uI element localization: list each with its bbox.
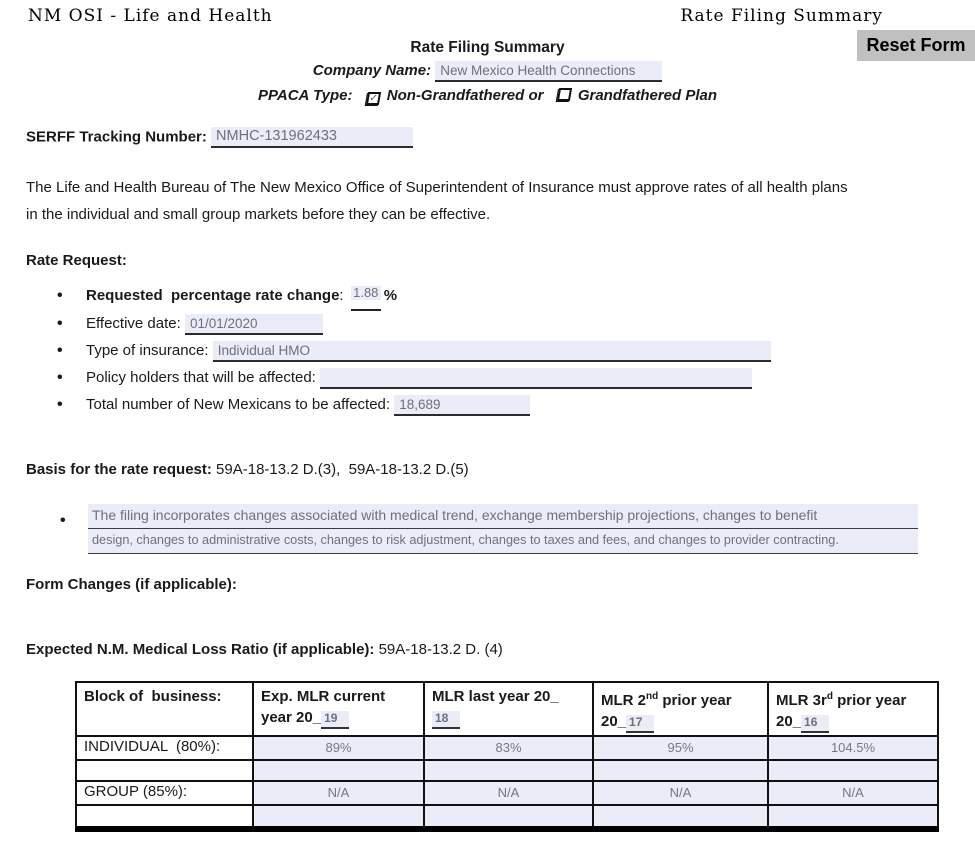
row-label-individual: INDIVIDUAL (80%): <box>76 736 253 760</box>
bullet-total-affected <box>0 392 975 419</box>
rate-request-heading: Rate Request: <box>26 252 127 269</box>
year-input-last[interactable]: 18 <box>432 711 460 729</box>
bullet-effective-date <box>0 311 975 338</box>
bullet-policy-holders <box>0 365 975 392</box>
company-name-input[interactable]: New Mexico Health Connections <box>435 61 662 82</box>
basis-label: Basis for the rate request: <box>26 461 212 478</box>
header-block-of-business: Block of business: <box>76 682 253 736</box>
serff-label: SERFF Tracking Number: <box>26 128 207 146</box>
intro-paragraph: The Life and Health Bureau of The New Mexico Office of Superintendent of Insurance must approve rates of all health plans in the individual and small group markets before they can be effective. <box>26 179 848 223</box>
form-title: Rate Filing Summary <box>410 39 565 56</box>
individual-3rd-prior-cell[interactable]: 104.5% <box>768 736 938 760</box>
reset-form-button[interactable]: Reset Form <box>857 30 975 61</box>
basis-text-line2[interactable]: design, changes to administrative costs, changes to risk adjustment, changes to taxes and fees, and changes to provider contracting. <box>88 529 918 554</box>
header-col4-line2: 20 <box>776 713 793 730</box>
mlr-table-header-row <box>76 682 938 736</box>
insurance-type-input[interactable]: Individual HMO <box>213 341 771 362</box>
header-col2-line1: MLR last year 20 <box>432 688 551 705</box>
blank2-cell-1[interactable] <box>253 805 424 829</box>
basis-statute-refs: 59A-18-13.2 D.(3), 59A-18-13.2 D.(5) <box>211 461 469 478</box>
header-mlr-last-year <box>424 682 593 736</box>
mlr-heading-label: Expected N.M. Medical Loss Ratio (if applicable): <box>26 641 375 658</box>
total-affected-label: Total number of New Mexicans to be affected: <box>86 396 391 413</box>
form-changes-heading: Form Changes (if applicable): <box>26 576 237 593</box>
individual-2nd-prior-cell[interactable]: 95% <box>593 736 768 760</box>
header-mlr-3rd-prior <box>768 682 938 736</box>
effective-date-label: Effective date: <box>86 315 181 332</box>
table-row-individual <box>76 736 938 760</box>
year-input-3rd-prior[interactable]: 16 <box>801 715 829 733</box>
header-right-title: Rate Filing Summary <box>680 6 883 26</box>
ppaca-type-label: PPACA Type: <box>257 87 353 104</box>
rate-change-label: Requested percentage rate change <box>86 287 340 304</box>
row-label-blank-2 <box>76 805 253 829</box>
blank1-cell-3[interactable] <box>593 760 768 781</box>
header-col3-line2: 20 <box>601 713 618 730</box>
non-grandfathered-checkbox[interactable]: ✓ <box>365 92 380 105</box>
header-col3-underscore: _ <box>617 713 627 730</box>
group-3rd-prior-cell[interactable]: N/A <box>768 781 938 805</box>
year-input-current[interactable]: 19 <box>321 711 349 729</box>
ppaca-type-row <box>0 85 975 107</box>
bullet-insurance-type <box>0 338 975 365</box>
serff-row <box>26 127 975 148</box>
header-col4-underscore: _ <box>792 713 802 730</box>
policy-holders-label: Policy holders that will be affected: <box>86 369 316 386</box>
header-col3-sup: nd <box>646 691 659 702</box>
group-2nd-prior-cell[interactable]: N/A <box>593 781 768 805</box>
year-input-2nd-prior[interactable]: 17 <box>626 715 654 733</box>
header-col4-pre: MLR 3r <box>776 692 827 709</box>
company-name-row <box>0 60 975 82</box>
basis-text-area <box>0 504 975 554</box>
header-col1-line1: Exp. MLR current <box>261 688 386 705</box>
header-mlr-2nd-prior <box>593 682 768 736</box>
blank2-cell-3[interactable] <box>593 805 768 829</box>
policy-holders-input[interactable] <box>320 368 752 389</box>
rate-change-input[interactable]: 1.88 <box>351 286 381 300</box>
rate-change-input-wrap <box>351 283 381 311</box>
header-col1-underscore: _ <box>312 709 322 726</box>
non-grandfathered-label: Non-Grandfathered or <box>386 87 544 104</box>
header-col3-post: prior year <box>658 692 732 709</box>
mlr-table <box>75 681 939 832</box>
blank1-cell-4[interactable] <box>768 760 938 781</box>
table-row-group <box>76 781 938 805</box>
blank1-cell-1[interactable] <box>253 760 424 781</box>
blank2-cell-2[interactable] <box>424 805 593 829</box>
blank2-cell-4[interactable] <box>768 805 938 829</box>
page-running-header <box>0 0 975 26</box>
header-col4-sup: d <box>826 691 833 702</box>
total-affected-input[interactable]: 18,689 <box>394 395 530 416</box>
header-col4-post: prior year <box>832 692 907 709</box>
blank1-cell-2[interactable] <box>424 760 593 781</box>
individual-exp-mlr-cell[interactable]: 89% <box>253 736 424 760</box>
row-label-blank-1 <box>76 760 253 781</box>
group-exp-mlr-cell[interactable]: N/A <box>253 781 424 805</box>
header-col2-underscore: _ <box>550 688 559 705</box>
rate-change-colon: : <box>339 287 344 304</box>
bullet-rate-change <box>0 283 975 311</box>
basis-text-line1[interactable]: • The filing incorporates changes associated with medical trend, exchange membership projections, changes to benefit <box>88 504 918 529</box>
rate-request-list <box>0 283 975 419</box>
group-last-year-cell[interactable]: N/A <box>424 781 593 805</box>
header-col3-pre: MLR 2 <box>601 692 646 709</box>
rate-change-unit: % <box>383 287 398 304</box>
mlr-statute-ref: 59A-18-13.2 D. (4) <box>374 641 503 658</box>
row-label-group: GROUP (85%): <box>76 781 253 805</box>
company-name-label: Company Name: <box>312 62 432 79</box>
individual-last-year-cell[interactable]: 83% <box>424 736 593 760</box>
table-row-blank-1 <box>76 760 938 781</box>
table-row-blank-2 <box>76 805 938 829</box>
serff-input[interactable]: NMHC-131962433 <box>211 127 413 148</box>
basis-heading <box>26 461 975 478</box>
header-col1-line2: year 20 <box>261 709 313 726</box>
effective-date-input[interactable]: 01/01/2020 <box>185 314 323 335</box>
mlr-heading <box>26 641 975 658</box>
header-left-title: NM OSI - Life and Health <box>28 6 273 26</box>
insurance-type-label: Type of insurance: <box>86 342 209 359</box>
header-exp-mlr-current <box>253 682 424 736</box>
grandfathered-label: Grandfathered Plan <box>577 87 718 104</box>
grandfathered-checkbox[interactable] <box>556 88 571 101</box>
